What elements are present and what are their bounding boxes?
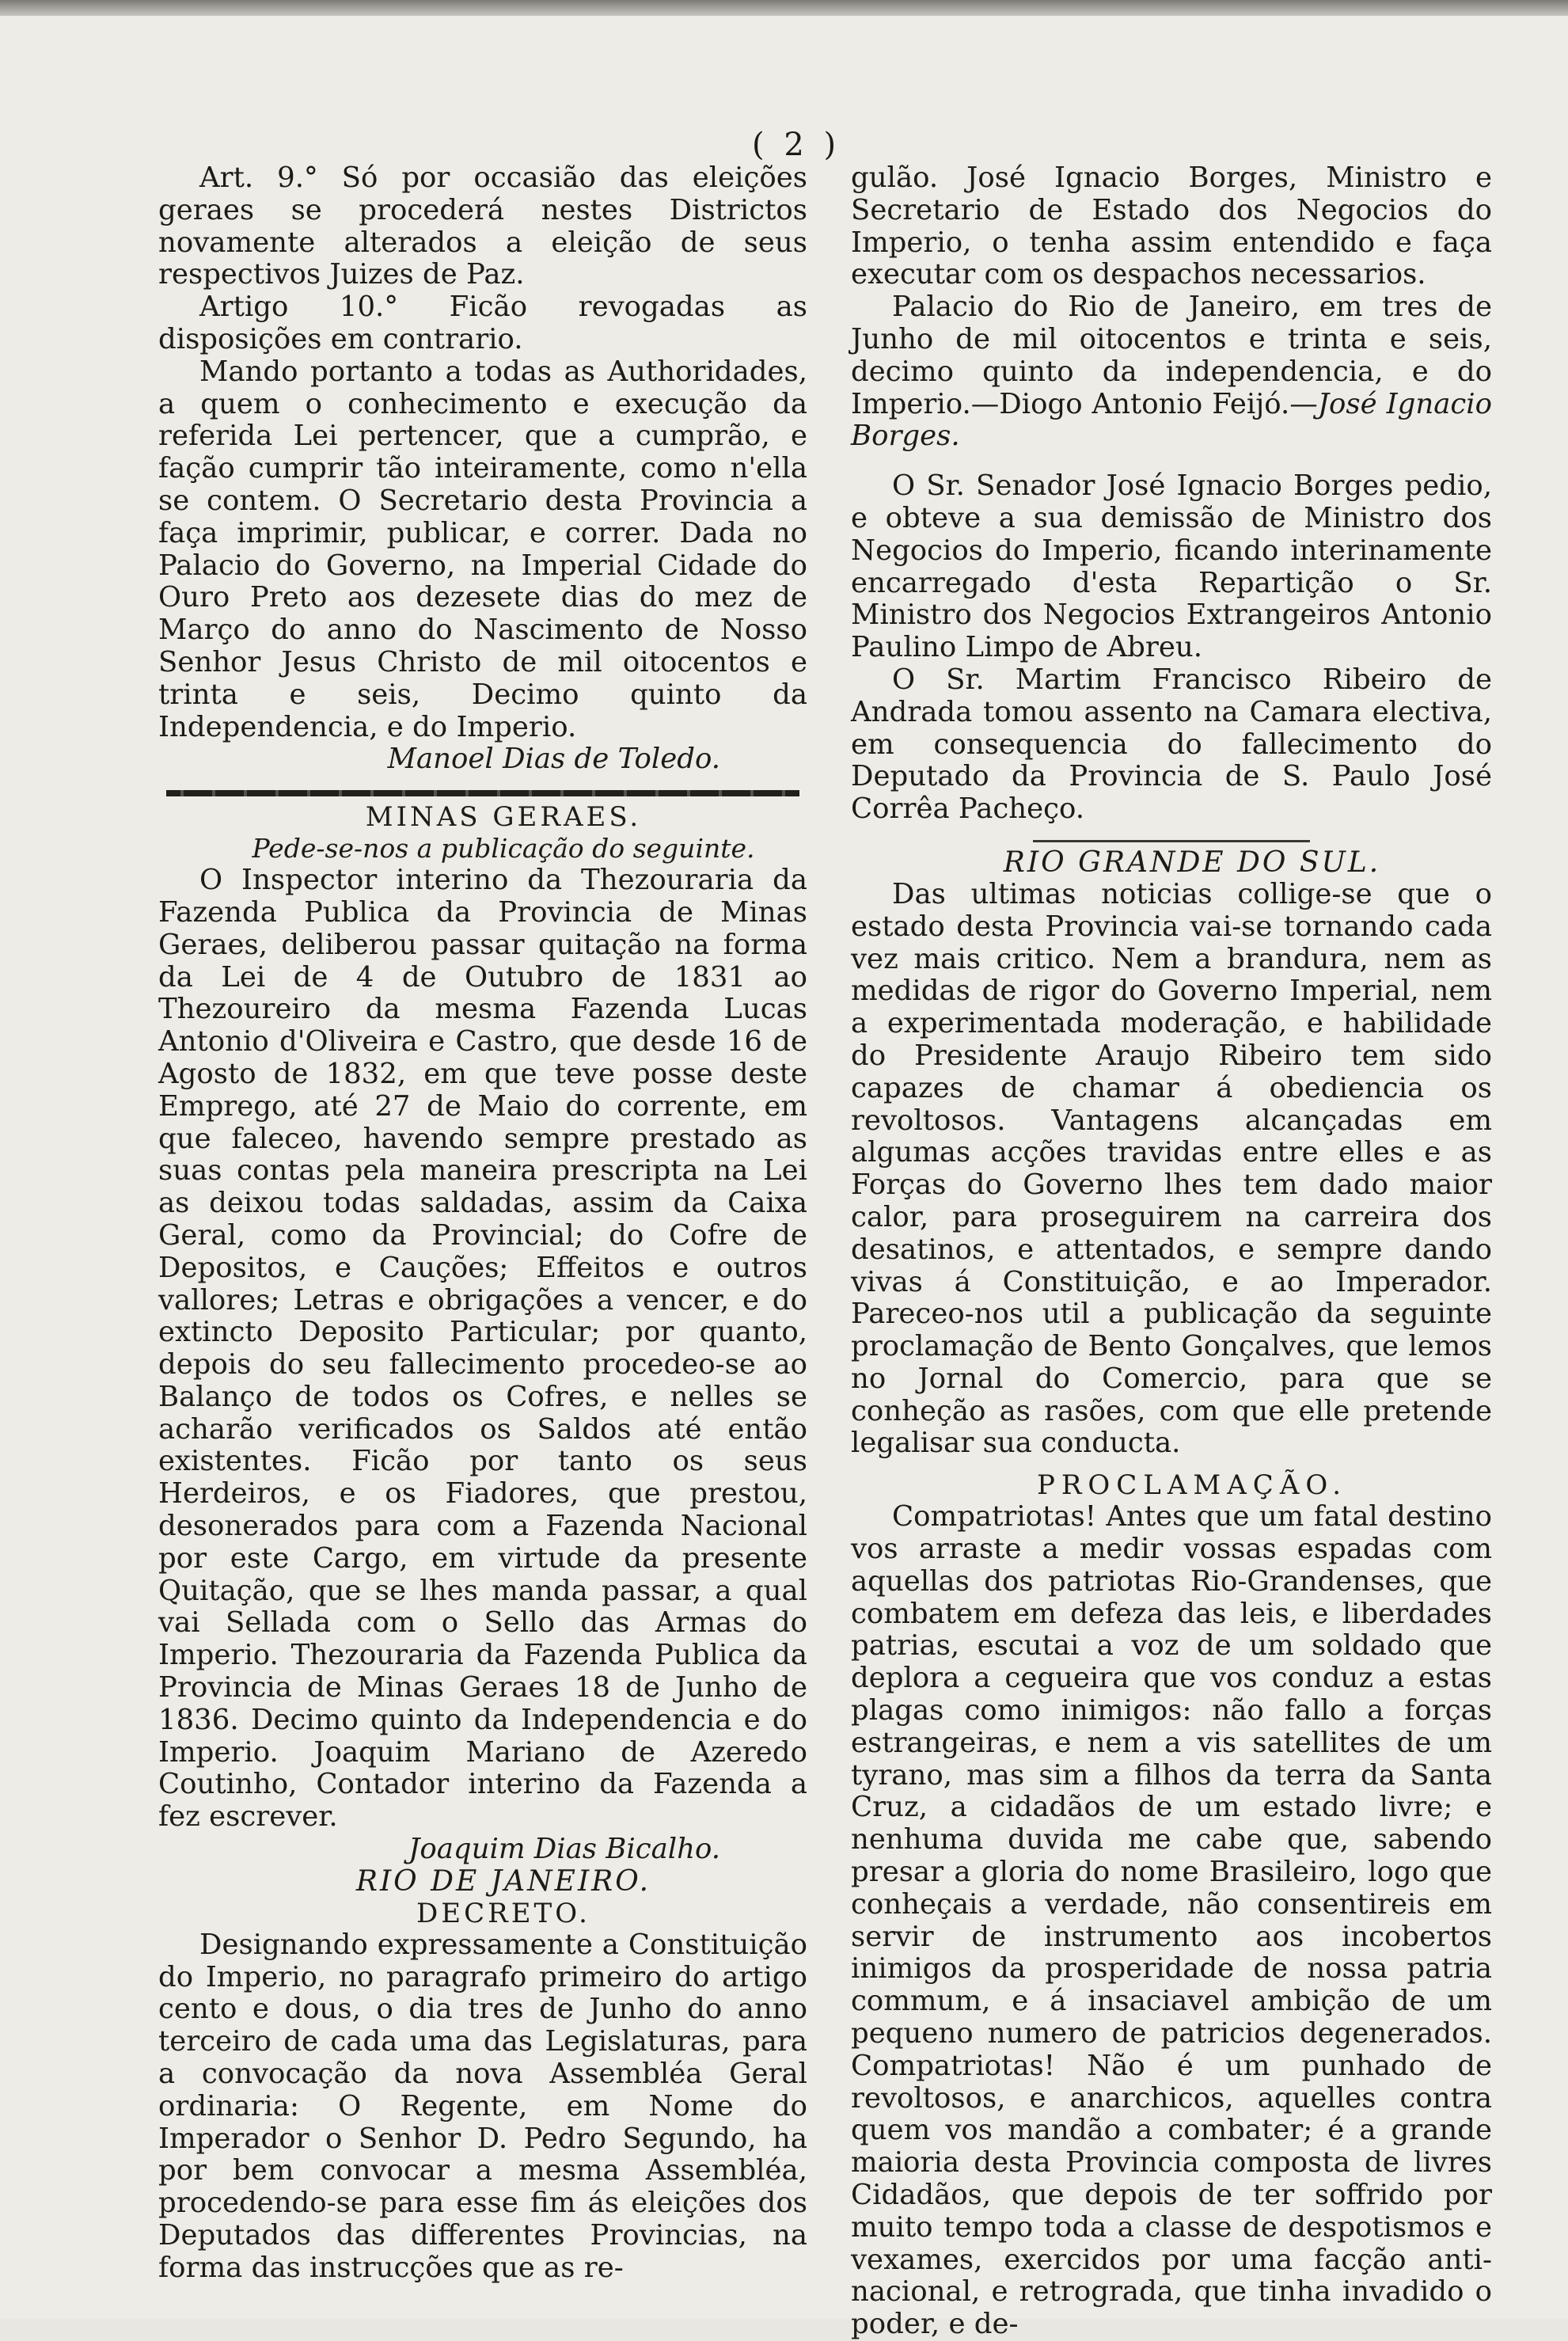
left-column: [158, 162, 807, 2285]
article-10: Artigo 10.° Ficão revogadas as disposições em contrario.: [158, 291, 807, 355]
senador-paragraph: O Sr. Senador José Ignacio Borges pedio, e obteve a sua demissão de Ministro dos Negocios do Imperio, ficando interinamente encarregado d'esta Repartição o Sr. Ministro dos Negocios Extrangeiros Antonio Paulino Limpo de Abreu.: [851, 469, 1492, 664]
heading-proclamacao: PROCLAMAÇÃO.: [1036, 1469, 1348, 1502]
signature-toledo: Manoel Dias de Toledo.: [387, 743, 720, 776]
page-top-edge: [0, 0, 1568, 16]
mando-paragraph: Mando portanto a todas as Authoridades, a quem o conhecimento e execução da referida Lei pertencer, que a cumprão, e fação cumprir tão inteiramente, como n'ella se contem. O Secretario desta Provincia a faça imprimir, publicar, e correr. Dada no Palacio do Governo, na Imperial Cidade do Ouro Preto aos dezesete dias do mez de Março do anno do Nascimento de Nosso Senhor Jesus Christo de mil oitocentos e trinta e seis, Decimo quinto da Independencia, e do Imperio.: [158, 355, 807, 743]
martim-paragraph: O Sr. Martim Francisco Ribeiro de Andrada tomou assento na Camara electiva, em consequencia do fallecimento do Deputado da Provincia de S. Paulo José Corrêa Pacheço.: [851, 663, 1492, 826]
section-divider: [166, 790, 799, 796]
palacio-text: Palacio do Rio de Janeiro, em tres de Junho de mil oitocentos e trinta e seis, decimo quinto da independencia, e do Imperio.—Diogo Antonio Feijó.—: [851, 291, 1492, 420]
proclamacao-paragraph: Compatriotas! Antes que um fatal destino vos arraste a medir vossas espadas com aquellas dos patriotas Rio-Grandenses, que combatem em defeza das leis, e liberdades patrias, escutai a voz de um soldado que deplora a cegueira que vos conduz a estas plagas como inimigos: não fallo a forças estrangeiras, e nem a vis satellites de um tyrano, mas sim a filhos da terra da Santa Cruz, a cidadãos de um estado livre; e nenhuma duvida me cabe que, sabendo presar a gloria do nome Brasileiro, logo que conheçais a verdade, não consentireis em servir de instrumento aos incobertos inimigos da prosperidade de nossa patria commum, e á insaciavel ambição de um pequeno numero de patricios degenerados. Compatriotas! Não é um punhado de revoltosos, e anarchicos, aquelles contra quem vos mandão a combater; é a grande maioria desta Provincia composta de livres Cidadãos, que depois de ter soffrido por muito tempo toda a classe de despotismos e vexames, exercidos por uma facção anti-nacional, e retrograda, que tinha invadido o poder, e de-: [851, 1500, 1492, 2341]
signature-bicalho: Joaquim Dias Bicalho.: [408, 1833, 720, 1866]
inspector-paragraph: O Inspector interino da Thezouraria da Fazenda Publica da Provincia de Minas Geraes, deliberou passar quitação na forma da Lei de 4 de Outubro de 1831 ao Thezoureiro da mesma Fazenda Lucas Antonio d'Oliveira e Castro, que desde 16 de Agosto de 1832, em que teve posse deste Emprego, até 27 de Maio do corrente, em que faleceo, havendo sempre prestado as suas contas pela maneira prescripta na Lei as deixou todas saldadas, assim da Caixa Geral, como da Provincial; do Cofre de Depositos, e Cauções; Effeitos e outros vallores; Letras e obrigações a vencer, e do extincto Deposito Particular; por quanto, depois do seu fallecimento procedeo-se ao Balanço de todos os Cofres, e nelles se acharão verificados os Saldos até então existentes. Ficão por tanto os seus Herdeiros, e os Fiadores, que prestou, desonerados para com a Fazenda Nacional por este Cargo, em virtude da presente Quitação, que se lhes manda passar, a qual vai Sellada com o Sello das Armas do Imperio. Thezouraria da Fazenda Publica da Provincia de Minas Geraes 18 de Junho de 1836. Decimo quinto da Independencia e do Imperio. Joaquim Mariano de Azeredo Coutinho, Contador interino da Fazenda a fez escrever.: [158, 864, 807, 1834]
heading-rio-grande-do-sul: RIO GRANDE DO SUL.: [1003, 846, 1381, 879]
decreto-continued: gulão. José Ignacio Borges, Ministro e Secretario de Estado dos Negocios do Imperio, o tenha assim entendido e faça executar com os despachos necessarios.: [851, 162, 1492, 291]
short-divider: [1033, 840, 1310, 842]
subheading-minas: Pede-se-nos a publicação do seguinte.: [252, 833, 755, 865]
signature-borges: José Ignacio Borges.: [851, 387, 1492, 453]
decreto-paragraph: Designando expressamente a Constituição do Imperio, no paragrafo primeiro do artigo cento e dous, o dia tres de Junho do anno terceiro de cada uma das Legislaturas, para a convocação da nova Assembléa Geral ordinaria: O Regente, em Nome do Imperador o Senhor D. Pedro Segundo, ha por bem convocar a mesma Assembléa, procedendo-se para esse fim ás eleições dos Deputados das differentes Provincias, na forma das instrucções que as re-: [158, 1928, 807, 2284]
palacio-paragraph: [851, 291, 1492, 453]
right-column: [851, 162, 1492, 2341]
article-9: Art. 9.° Só por occasião das eleições geraes se procederá nestes Districtos novamente alterados a eleição de seus respectivos Juizes de Paz.: [158, 162, 807, 291]
heading-decreto: DECRETO.: [416, 1897, 590, 1929]
page-number: ( 2 ): [752, 127, 841, 163]
heading-rio-de-janeiro: RIO DE JANEIRO.: [355, 1864, 651, 1898]
rio-grande-paragraph: Das ultimas noticias collige-se que o estado desta Provincia vai-se tornando cada vez mais critico. Nem a brandura, nem as medidas de rigor do Governo Imperial, nem a experimentada moderação, e habilidade do Presidente Araujo Ribeiro tem sido capazes de chamar á obediencia os revoltosos. Vantagens alcançadas em algumas acções travidas entre elles e as Forças do Governo lhes tem dado maior calor, para proseguirem na carreira dos desatinos, e attentados, e sempre dando vivas á Constituição, e ao Imperador. Pareceo-nos util a publicação da seguinte proclamação de Bento Gonçalves, que lemos no Jornal do Comercio, para que se conheção as rasões, com que elle pretende legalisar sua conducta.: [851, 877, 1492, 1460]
heading-minas-geraes: MINAS GERAES.: [365, 801, 642, 834]
